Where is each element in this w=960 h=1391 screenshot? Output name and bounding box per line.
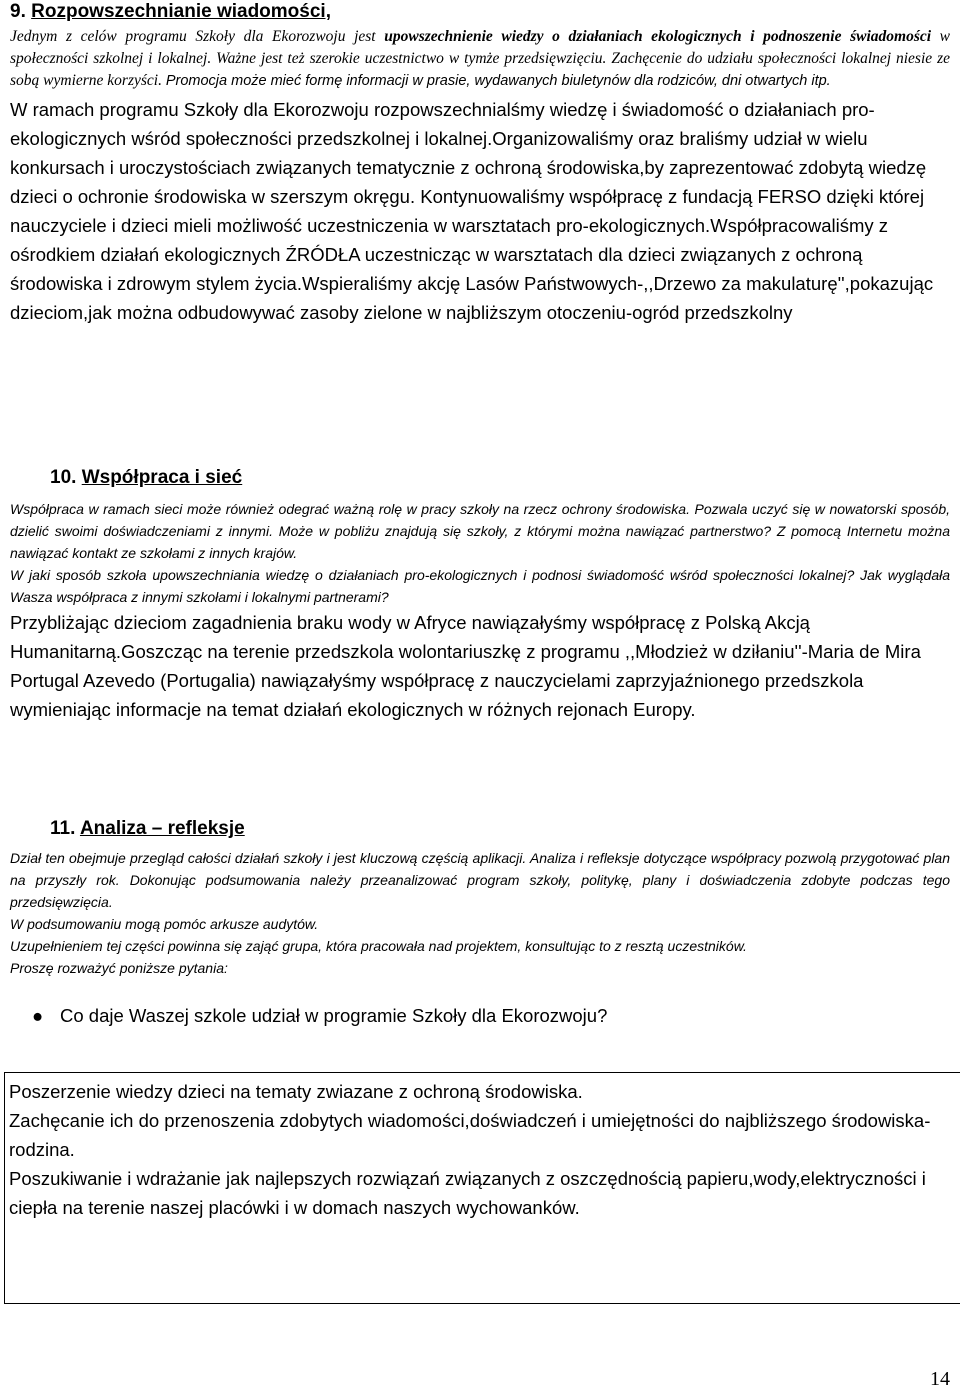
section-11-prompt-4: Proszę rozważyć poniższe pytania: bbox=[10, 960, 228, 976]
section-10-prompt-2: W jaki sposób szkoła upowszechniania wiedzę o działaniach pro-ekologicznych i podnosi świadomość wśród społeczności lokalnej? Jak wyglądała Wasza współpraca z innymi szkołami i lokalnymi partnerami? bbox=[10, 567, 950, 605]
section-11-question bbox=[10, 1003, 950, 1029]
section-10-prompt: Współpraca w ramach sieci może również odegrać ważną rolę w pracy szkoły na rzecz ochrony środowiska. Pozwala uczyć się w nowatorski sposób, dzielić swoimi doświadczeniami z innymi. Może w pobliżu znajdują się szkoły, z którymi można nawiązać partnerstwo? Z pomocą Internetu można nawiązać kontakt ze szkołami z innych krajów. bbox=[10, 501, 950, 561]
prompt-text: Jednym z celów programu Szkoły dla Ekorozwoju jest bbox=[10, 28, 385, 45]
section-9-answer: W ramach programu Szkoły dla Ekorozwoju rozpowszechnialśmy wiedzę i świadomość o działaniach pro-ekologicznych wśród społeczności przedszkolnej i lokalnej.Organizowaliśmy oraz braliśmy udział w wielu konkursach i uroczystościach związanych tematycznie z ochroną środowiska,by zaprezentować zdobytą wiedzę dzieci o ochronie środowiska w szerszym okręgu. Kontynuowaliśmy współpracę z fundacją FERSO dzięki której nauczyciele i dzieci mieli możliwość uczestniczenia w warsztatach pro-ekologicznych.Współpracowaliśmy z ośrodkiem działań ekologicznych ŹRÓDŁA uczestnicząc w warsztatach dla dzieci związanych z ochroną środowiska i zdrowym stylem życia.Wspieraliśmy akcję Lasów Państwowych-,,Drzewo za makulaturę'',pokazując dzieciom,jak można odbudowywać zasoby zielone w najbliższym otoczeniu-ogród przedszkolny bbox=[10, 99, 934, 323]
section-11-prompt-1: Dział ten obejmuje przegląd całości działań szkoły i jest kluczową częścią aplikacji. Analiza i refleksje dotyczące współpracy pozwolą przygotować plan na przyszły rok. Dokonując podsumowania należy przeanalizować program szkoły, politykę, plany i doświadczenia zdobyte podczas tego przedsięwzięcia. bbox=[10, 850, 950, 910]
section-11 bbox=[10, 817, 950, 1029]
section-9 bbox=[10, 0, 950, 327]
section-11-prompt-3: Uzupełnieniem tej części powinna się zająć grupa, która pracowała nad projektem, konsultując to z resztą uczestników. bbox=[10, 938, 747, 954]
section-9-heading bbox=[10, 0, 950, 24]
answer-line: Zachęcanie ich do przenoszenia zdobytych wiadomości,doświadczeń i umiejętności do najbliższego środowiska-rodzina. bbox=[9, 1110, 931, 1160]
section-10-answer: Przybliżając dzieciom zagadnienia braku wody w Afryce nawiązałyśmy współpracę z Polską Akcją Humanitarną.Goszcząc na terenie przedszkola wolontariuszkę z programu ,,Młodzież w dziłaniu''-Maria de Mira Portugal Azevedo (Portugalia) nawiązałyśmy współpracę z nauczycielami zaprzyjaźnionego przedszkola wymieniając informacje na temat działań ekologicznych w różnych rejonach Europy. bbox=[10, 612, 921, 720]
section-9-number: 9. bbox=[10, 1, 26, 22]
section-11-prompt-2: W podsumowaniu mogą pomóc arkusze audytów. bbox=[10, 916, 319, 932]
answer-box bbox=[4, 1072, 960, 1304]
prompt-sans-text: Promocja może mieć formę informacji w prasie, wydawanych biuletynów dla rodziców, dni otwartych itp. bbox=[165, 73, 831, 89]
answer-line: Poszukiwanie i wdrażanie jak najlepszych rozwiązań związanych z oszczędnością papieru,wody,elektryczności i ciepła na terenie naszej placówki i w domach naszych wychowanków. bbox=[9, 1168, 926, 1218]
section-11-title: Analiza – refleksje bbox=[79, 818, 245, 839]
prompt-text: w społeczności szkolnej i lokalnej. Ważne jest też szerokie uczestnictwo w tymże przedsięwzięciu. Zachęcenie do udziału społeczności lokalnej niesie ze sobą wymierne korzyści. bbox=[10, 28, 950, 89]
page-number: 14 bbox=[930, 1368, 950, 1390]
section-10 bbox=[10, 466, 950, 724]
section-10-heading bbox=[10, 466, 950, 490]
section-11-number: 11. bbox=[50, 818, 76, 839]
bullet-icon: ● bbox=[32, 1005, 44, 1026]
section-10-title: Współpraca i sieć bbox=[81, 467, 243, 488]
answer-line: Poszerzenie wiedzy dzieci na tematy zwiazane z ochroną środowiska. bbox=[9, 1081, 583, 1102]
section-11-heading bbox=[10, 817, 950, 841]
section-10-number: 10. bbox=[50, 467, 77, 488]
question-text: Co daje Waszej szkole udział w programie Szkoły dla Ekorozwoju? bbox=[60, 1005, 608, 1026]
section-9-prompt bbox=[10, 26, 950, 92]
prompt-bold-text: upowszechnienie wiedzy o działaniach ekologicznych i podnoszenie świadomości bbox=[384, 28, 932, 45]
section-9-title: Rozpowszechnianie wiadomości, bbox=[31, 1, 331, 22]
